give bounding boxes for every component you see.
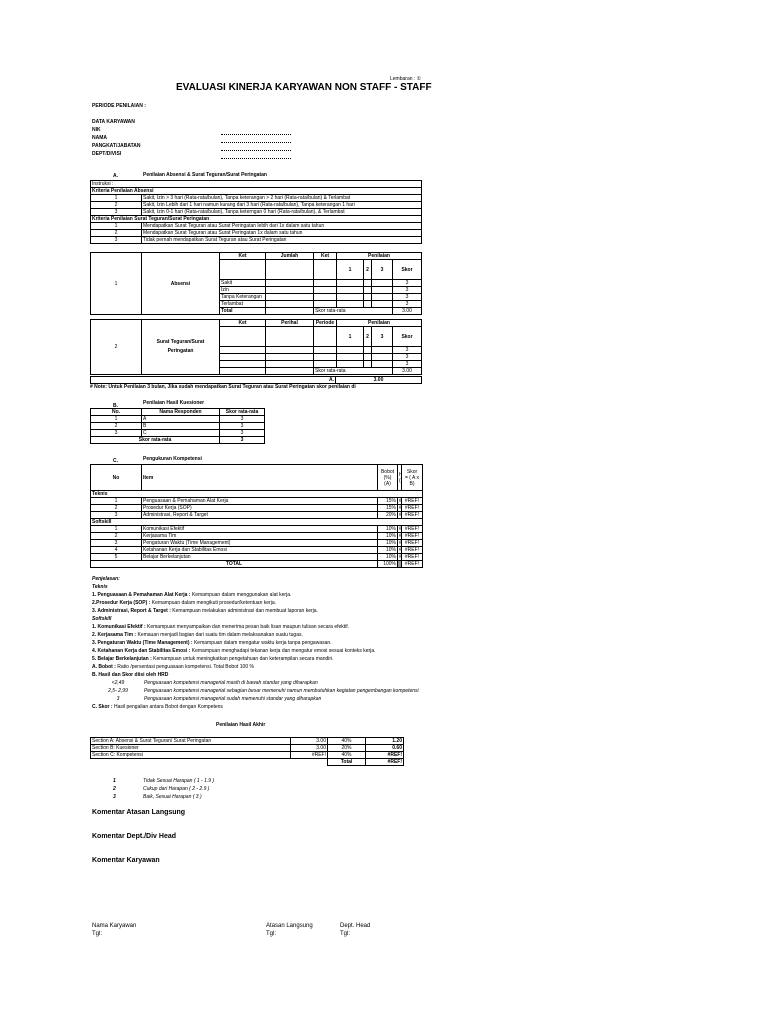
kriteria-absensi: Kriteria Penilaian Absensi	[91, 188, 422, 195]
sp-rata-label: Skor rata-rata	[314, 368, 393, 375]
col-ket2: Ket	[314, 253, 337, 260]
row-bobot: 15%	[378, 505, 398, 512]
row-item: Prosedur Kerja (SOP)	[142, 505, 378, 512]
hasil-row-label: Section B: Kuesioner	[91, 745, 291, 752]
row-hasil	[398, 498, 402, 505]
absensi-skor: 3	[393, 287, 422, 294]
kompetensi-table-body	[90, 464, 423, 568]
row-skor: #REF!	[402, 505, 423, 512]
row-item: Komunikasi Efektif	[142, 526, 378, 533]
sig-karyawan-tgl: Tgl:	[92, 931, 103, 937]
score-2: 2	[364, 260, 372, 280]
row-skor: #REF!	[402, 554, 423, 561]
penjelasan-teknis: Teknis	[92, 584, 108, 590]
row-skor: #REF!	[402, 526, 423, 533]
absensi-item: Tanpa Keterangan	[220, 294, 266, 301]
sp-skor: 3	[393, 354, 422, 361]
row-hasil	[398, 547, 402, 554]
skor-desc: C. Skor : Hasil pengalian antara Bobot dengan Kompetens	[92, 704, 223, 710]
range-item: <2,49 Penguasaan kompetensi managerial masih di bawah standar yang diharapkan	[111, 680, 318, 686]
col-penilaian: Penilaian	[337, 320, 422, 327]
row-no: 5	[91, 554, 142, 561]
range-item: 2,5- 2,99 Penguasaan kompetensi managerial sebagian besar memenuhi namun membutuhkan kegiatan pengembangan kompetensi	[108, 688, 419, 694]
absensi-no: 1	[91, 253, 142, 315]
nik-input[interactable]	[221, 130, 291, 135]
sig-dept-head-tgl: Tgl:	[340, 931, 351, 937]
legend-item: 1 Tidak Sesuai Harapan ( 1 - 1.9 )	[113, 778, 215, 784]
softskill-label: Softskill	[91, 519, 423, 526]
absensi-label: Absensi	[142, 253, 220, 315]
bobot-desc: A. Bobot : Ratio /persentasi penguasaan kompetensi. Total Bobot 100 %	[92, 664, 254, 670]
row-nama: C	[142, 430, 220, 437]
kompetensi-total-bobot: 100%	[378, 561, 398, 568]
col-nama: Nama Responden	[142, 409, 220, 416]
criteria-text: Mendapatkan Surat Teguran atau Surat Peringatan lebih dari 1x dalam satu tahun	[142, 223, 422, 230]
row-skor: 3	[220, 430, 265, 437]
score-1: 1	[337, 260, 364, 280]
kriteria-sp: Kriteria Penilaian Surat Teguran/Surat Peringatan	[91, 216, 422, 223]
col-bobot: Bobot (%) (A)	[378, 465, 398, 491]
total-a-value: 3.00	[336, 377, 422, 384]
score-1: 1	[337, 327, 364, 347]
instruksi: Instruksi :	[91, 181, 422, 188]
penjelasan	[92, 576, 512, 710]
col-hasil: (	[398, 465, 402, 491]
sp-label: Surat Teguran/Surat Peringatan	[142, 320, 220, 375]
score-3: 3	[372, 260, 393, 280]
col-ket: Ket	[220, 253, 266, 260]
hasil-row-value: 3.00	[291, 745, 328, 752]
range-item: 3 Penguasaan kompetensi managerial sudah memenuhi standar yang diharapkan	[116, 696, 322, 702]
legend-item: 3 Baik, Sesuai Harapan ( 3 )	[113, 794, 202, 800]
row-nama: A	[142, 416, 220, 423]
row-item: Ketahanan Kerja dan Stabilitas Emosi	[142, 547, 378, 554]
row-bobot: 10%	[378, 526, 398, 533]
row-bobot: 10%	[378, 533, 398, 540]
row-skor: #REF!	[402, 498, 423, 505]
col-jumlah: Jumlah	[266, 253, 314, 260]
row-nama: B	[142, 423, 220, 430]
komentar-dept-head: Komentar Dept./Div Head	[92, 833, 177, 840]
criteria-text: Tidak pernah mendapatkan Surat Teguran atau Surat Peringatan	[142, 237, 422, 244]
sp-skor: 3	[393, 347, 422, 354]
sig-dept-head-name: Dept. Head	[340, 923, 371, 929]
teknis-item: 1. Penguasaan & Pemahaman Alat Kerja : Kemampuan dalam menggunakan alat kerja.	[92, 592, 292, 598]
row-skor: #REF!	[402, 512, 423, 519]
hasil-akhir-title: Penilaian Hasil Akhir	[216, 722, 266, 728]
hasil-total-label: Total	[328, 759, 366, 766]
section-a-letter: A.	[113, 173, 118, 179]
sp-skor: 3	[393, 361, 422, 368]
hasil-row-result: #REF!	[366, 752, 404, 759]
row-skor: #REF!	[402, 533, 423, 540]
cell[interactable]	[314, 260, 337, 280]
teknis-label: Teknis	[91, 491, 423, 498]
sp-no: 2	[91, 320, 142, 375]
row-no: 1	[91, 416, 142, 423]
hasil-akhir-table	[90, 737, 404, 766]
row-skor: #REF!	[402, 540, 423, 547]
absensi-rata-value: 3.00	[393, 308, 422, 315]
nama-input[interactable]	[221, 138, 291, 143]
criteria-no: 3	[91, 209, 142, 216]
total-a-letter: A.	[91, 377, 336, 384]
hasil-row-percent: 40%	[328, 738, 366, 745]
pangkat-input[interactable]	[221, 146, 291, 151]
criteria-no: 2	[91, 230, 142, 237]
row-skor: 3	[220, 423, 265, 430]
row-skor: 3	[220, 416, 265, 423]
penjelasan-heading: Penjelasan:	[92, 576, 120, 582]
section-b-letter: B.	[113, 403, 118, 409]
criteria-no: 1	[91, 223, 142, 230]
row-skor: #REF!	[402, 547, 423, 554]
hasil-row-percent: 20%	[328, 745, 366, 752]
row-bobot: 10%	[378, 547, 398, 554]
criteria-text: Sakit, Izin 0-1 hari (Rata-rata/bulan), Tanpa keterngan 0 hari (Rata-rata/bulan), & Terlambat	[142, 209, 422, 216]
col-no: No.	[91, 409, 142, 416]
hasil-total-value: #REF!	[366, 759, 404, 766]
section-a-total	[90, 376, 422, 384]
absensi-skor: 3	[393, 280, 422, 287]
hasil-row-label: Section C: Kompetensi	[91, 752, 291, 759]
absensi-skor: 3	[393, 294, 422, 301]
col-skor: Skor = ( A x B)	[402, 465, 423, 491]
row-no: 3	[91, 540, 142, 547]
row-hasil	[398, 540, 402, 547]
row-hasil	[398, 512, 402, 519]
cell[interactable]	[266, 260, 314, 280]
criteria-text: Sakit, Izin Lebih dari 1 hari namun kurang dari 3 hari (Rata-rata/bulan), Tanpa keterangan 1 hari	[142, 202, 422, 209]
softskill-item: 1. Komunikasi Efektif : Kemampuan menyampaikan dan menerima pesan baik lisan maupun tulisan secara efektif.	[92, 624, 350, 630]
teknis-item: 3. Administrasi, Report & Target : Kemampuan melakukan administrasi dan membuat laporan kerja.	[92, 608, 318, 614]
field-dept: DEPT/DIVISI	[92, 151, 122, 157]
softskill-item: 5. Belajar Berkelanjutan : Kemampuan untuk meningkatkan pengetahuan dan keterampilan secara mandiri.	[92, 656, 334, 662]
col-item: Item	[142, 465, 378, 491]
field-nama: NAMA	[92, 135, 107, 141]
data-karyawan-heading: DATA KARYAWAN	[92, 119, 135, 125]
penjelasan-softskill: Softskill	[92, 616, 112, 622]
row-item: Administrasi, Report & Target	[142, 512, 378, 519]
criteria-table	[90, 180, 422, 244]
absensi-skor: 3	[393, 301, 422, 308]
komentar-atasan: Komentar Atasan Langsung	[92, 809, 186, 816]
sig-atasan-name: Atasan Langsung	[266, 923, 313, 929]
absensi-item: Sakit	[220, 280, 266, 287]
komentar-karyawan: Komentar Karyawan	[92, 857, 160, 864]
row-hasil	[398, 533, 402, 540]
hasil-row-label: Section A: Absensi & Surat Teguran/ Surat Peringatan	[91, 738, 291, 745]
col-penilaian: Penilaian	[337, 253, 422, 260]
absensi-rata-label: Skor rata-rata	[314, 308, 393, 315]
section-c-letter: C.	[113, 458, 118, 464]
kompetensi-total-skor: #REF!	[402, 561, 423, 568]
legend-item: 2 Cukup dari Harapan ( 2 - 2.9 )	[113, 786, 210, 792]
criteria-no: 3	[91, 237, 142, 244]
row-no: 3	[91, 512, 142, 519]
absensi-item: Terlambat	[220, 301, 266, 308]
row-no: 2	[91, 423, 142, 430]
row-no: 1	[91, 498, 142, 505]
section-c-title: Pengukuran Kompetensi	[143, 456, 202, 462]
kuesioner-table	[90, 408, 265, 444]
score-2: 2	[364, 327, 372, 347]
criteria-no: 1	[91, 195, 142, 202]
hasil-row-result: 1.20	[366, 738, 404, 745]
kuesioner-footer-label: Skor rata-rata	[91, 437, 220, 444]
row-no: 2	[91, 505, 142, 512]
row-item: Penguasaan & Pemahaman Alat Kerja	[142, 498, 378, 505]
section-a-title: Penilaian Absensi & Surat Teguran/Surat Peringatan	[143, 172, 267, 178]
col-ket: Ket	[220, 320, 266, 327]
col-perihal: Perihal	[266, 320, 314, 327]
section-b-title: Penilaian Hasil Kuesioner	[143, 400, 205, 406]
row-bobot: 15%	[378, 498, 398, 505]
row-bobot: 20%	[378, 512, 398, 519]
col-no: No	[91, 465, 142, 491]
criteria-text: Mendapatkan Surat Teguran atau Surat Peringatan 1x dalam satu tahun	[142, 230, 422, 237]
row-item: Pengaturan Waktu (Time Management)	[142, 540, 378, 547]
sig-karyawan-name: Nama Karyawan	[92, 923, 137, 929]
lembaran-label: Lembaran : ①	[390, 76, 422, 82]
sp-rata-value: 3.00	[393, 368, 422, 375]
col-skor: Skor	[393, 260, 422, 280]
hasil-row-value: #REF!	[291, 752, 328, 759]
teknis-item: 2.Prosedur Kerja (SOP) : Kemampuan dalam mengikuti prosedur/ketentuan kerja.	[92, 600, 276, 606]
row-no: 1	[91, 526, 142, 533]
criteria-no: 2	[91, 202, 142, 209]
absensi-table	[90, 252, 422, 315]
hasil-desc: B. Hasil dan Skor diisi oleh HRD	[92, 672, 169, 678]
periode-label: PERIODE PENILAIAN :	[92, 103, 146, 109]
col-periode: Periode	[314, 320, 337, 327]
absensi-total: Total	[220, 308, 266, 315]
hasil-row-result: 0.60	[366, 745, 404, 752]
row-no: 4	[91, 547, 142, 554]
row-no: 3	[91, 430, 142, 437]
dept-input[interactable]	[221, 154, 291, 159]
field-nik: NIK	[92, 127, 101, 133]
hasil-row-value: 3.00	[291, 738, 328, 745]
absensi-item: Izin	[220, 287, 266, 294]
col-skor: Skor rata-rata	[220, 409, 265, 416]
score-3: 3	[372, 327, 393, 347]
row-item: Belajar Berkelanjutan	[142, 554, 378, 561]
row-bobot: 10%	[378, 554, 398, 561]
softskill-item: 2. Kerjasama Tim : Kemauan menjadi bagian dari suatu tim dalam melaksanakan suatu tugas.	[92, 632, 303, 638]
cell[interactable]	[220, 260, 266, 280]
field-pangkat: PANGKAT/JABATAN	[92, 143, 141, 149]
softskill-item: 4. Ketahanan Kerja dan Stabilitas Emosi : Kemampuan menghadapi tekanan kerja dan mengatur emosi sesuai konteks kerja.	[92, 648, 376, 654]
section-a-note: # Note: Untuk Penilaian 3 bulan, Jika sudah mendapatkan Surat Teguran atau Surat Peringatan skor penilaian di	[90, 384, 356, 390]
row-bobot: 10%	[378, 540, 398, 547]
col-skor: Skor	[393, 327, 422, 347]
row-hasil	[398, 505, 402, 512]
softskill-item: 3. Pengaturan Waktu (Time Management) : Kemampuan dalam mengatur waktu kerja tanpa pengawasan.	[92, 640, 332, 646]
row-item: Kerjasama Tim	[142, 533, 378, 540]
hasil-row-percent: 40%	[328, 752, 366, 759]
page-title: EVALUASI KINERJA KARYAWAN NON STAFF - STAFF	[176, 82, 432, 93]
kuesioner-footer-value: 3	[220, 437, 265, 444]
sp-table	[90, 319, 422, 375]
kompetensi-total-label: TOTAL	[91, 561, 378, 568]
row-no: 2	[91, 533, 142, 540]
sig-atasan-tgl: Tgl:	[266, 931, 277, 937]
row-hasil	[398, 526, 402, 533]
criteria-text: Sakit, Izin > 3 hari (Rata-rata/bulan), Tanpa keterangan > 2 hari (Rata-rata/bulan) & Terlambat	[142, 195, 422, 202]
row-hasil	[398, 554, 402, 561]
